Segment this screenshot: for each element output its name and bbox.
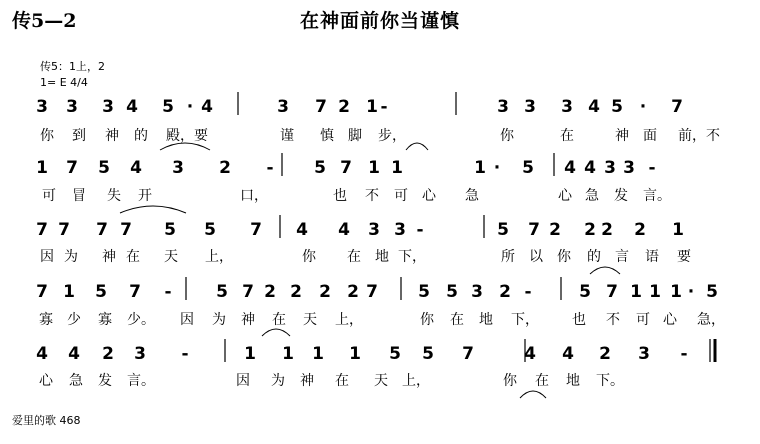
lyric-syllable: 神 <box>615 128 629 144</box>
note: 2 <box>264 282 276 302</box>
note: 1 <box>672 220 684 240</box>
lyric-syllable: 少。 <box>127 312 155 328</box>
note: · <box>687 282 695 302</box>
lyric-syllable: 你 <box>500 128 514 144</box>
lyric-syllable: 脚 <box>348 128 362 144</box>
lyric-syllable: 可 <box>636 312 650 328</box>
lyric-syllable: 神 <box>102 249 116 265</box>
note: 5 <box>204 220 216 240</box>
lyric-syllable: 寡 <box>98 312 112 328</box>
note: 1 <box>474 158 486 178</box>
note: 2 <box>219 158 231 178</box>
note: 1 <box>244 344 256 364</box>
note: 2 <box>584 220 596 240</box>
lyric-syllable: 因 <box>236 373 250 389</box>
note: 5 <box>314 158 326 178</box>
lyric-syllable: 前，不 <box>678 128 720 144</box>
note: 5 <box>422 344 434 364</box>
note: 3 <box>561 97 573 117</box>
lyric-syllable: 发 <box>98 373 112 389</box>
note: 4 <box>126 97 138 117</box>
note: - <box>648 158 656 178</box>
note: 5 <box>162 97 174 117</box>
lyric-syllable: 下。 <box>596 373 624 389</box>
slur-arc <box>262 329 290 336</box>
hymn-id: 传5—2 <box>12 10 77 32</box>
lyric-syllable: 为 <box>212 312 226 328</box>
lyric-syllable: 在 <box>347 249 361 265</box>
lyric-syllable: 步， <box>378 128 406 144</box>
note: 3 <box>36 97 48 117</box>
note: · <box>186 97 194 117</box>
note: 4 <box>562 344 574 364</box>
lyric-syllable: 心 <box>558 188 572 204</box>
lyric-syllable: 在 <box>272 312 286 328</box>
note: 1 <box>391 158 403 178</box>
note: 5 <box>497 220 509 240</box>
lyric-syllable: 可 <box>394 188 408 204</box>
note: 2 <box>319 282 331 302</box>
note: 4 <box>584 158 596 178</box>
lyric-syllable: 天 <box>303 312 317 328</box>
lyric-syllable: 心 <box>422 188 436 204</box>
lyric-syllable: 面 <box>643 128 657 144</box>
note: - <box>266 158 274 178</box>
note: 7 <box>96 220 108 240</box>
note: - <box>164 282 172 302</box>
slur-arc <box>160 143 210 150</box>
note: · <box>639 97 647 117</box>
note: - <box>524 282 532 302</box>
note: 7 <box>242 282 254 302</box>
note: 2 <box>634 220 646 240</box>
note: 1 <box>670 282 682 302</box>
note: 4 <box>201 97 213 117</box>
lyric-syllable: 口， <box>240 188 268 204</box>
note: 2 <box>599 344 611 364</box>
lyric-syllable: 以 <box>529 249 543 265</box>
lyric-syllable: 天 <box>164 249 178 265</box>
lyric-syllable: 你 <box>503 373 517 389</box>
lyric-syllable: 上， <box>205 249 233 265</box>
lyric-syllable: 冒 <box>72 188 86 204</box>
lyric-syllable: 言。 <box>127 373 155 389</box>
note: 1 <box>366 97 378 117</box>
note: 2 <box>102 344 114 364</box>
lyric-syllable: 神 <box>300 373 314 389</box>
lyric-syllable: 在 <box>450 312 464 328</box>
lyric-syllable: 急 <box>69 373 83 389</box>
note: 1 <box>36 158 48 178</box>
note: 4 <box>130 158 142 178</box>
note: 7 <box>671 97 683 117</box>
lyric-syllable: 失 <box>107 188 121 204</box>
lyric-syllable: 地 <box>566 373 580 389</box>
slur-arc <box>406 143 428 150</box>
note: 7 <box>606 282 618 302</box>
lyric-syllable: 也 <box>333 188 347 204</box>
note: 5 <box>706 282 718 302</box>
lyric-syllable: 也 <box>572 312 586 328</box>
lyric-syllable: 在 <box>126 249 140 265</box>
note: 5 <box>95 282 107 302</box>
note: 4 <box>524 344 536 364</box>
scripture-reference: 传5：1上，2 <box>40 60 105 73</box>
note: 4 <box>588 97 600 117</box>
note: 3 <box>604 158 616 178</box>
note: 3 <box>102 97 114 117</box>
key-signature: 1= E 4/4 <box>40 76 88 89</box>
note: 3 <box>134 344 146 364</box>
source-footer: 爱里的歌 468 <box>12 414 81 427</box>
lyric-syllable: 寡 <box>39 312 53 328</box>
slur-arc <box>590 267 620 274</box>
lyric-syllable: 在 <box>535 373 549 389</box>
note: 4 <box>564 158 576 178</box>
slur-arc <box>120 206 186 213</box>
note: 7 <box>58 220 70 240</box>
lyric-syllable: 可 <box>42 188 56 204</box>
note: - <box>416 220 424 240</box>
note: 2 <box>601 220 613 240</box>
lyric-syllable: 发 <box>614 188 628 204</box>
lyric-syllable: 地 <box>375 249 389 265</box>
song-title: 在神面前你当谨慎 <box>300 10 461 32</box>
note: 1 <box>282 344 294 364</box>
note: 7 <box>120 220 132 240</box>
lyric-syllable: 少 <box>67 312 81 328</box>
note: 4 <box>338 220 350 240</box>
note: 7 <box>462 344 474 364</box>
note: 3 <box>277 97 289 117</box>
note: 3 <box>623 158 635 178</box>
lyric-syllable: 谨 <box>280 128 294 144</box>
lyric-syllable: 急 <box>465 188 479 204</box>
note: 2 <box>290 282 302 302</box>
lyric-syllable: 不 <box>365 188 379 204</box>
lyric-syllable: 急 <box>585 188 599 204</box>
lyric-syllable: 在 <box>560 128 574 144</box>
lyric-syllable: 的 <box>134 128 148 144</box>
note: 5 <box>522 158 534 178</box>
note: 5 <box>611 97 623 117</box>
lyric-syllable: 为 <box>271 373 285 389</box>
lyric-syllable: 心 <box>39 373 53 389</box>
lyric-syllable: 因 <box>40 249 54 265</box>
note: 7 <box>66 158 78 178</box>
note: 1 <box>630 282 642 302</box>
note: - <box>680 344 688 364</box>
lyric-syllable: 因 <box>180 312 194 328</box>
note: 3 <box>66 97 78 117</box>
note: 3 <box>172 158 184 178</box>
note: - <box>380 97 388 117</box>
lyric-syllable: 开 <box>138 188 152 204</box>
lyric-syllable: 地 <box>479 312 493 328</box>
lyric-syllable: 到 <box>72 128 86 144</box>
note: 3 <box>394 220 406 240</box>
lyric-syllable: 上， <box>335 312 363 328</box>
note: 5 <box>164 220 176 240</box>
lyric-syllable: 下， <box>398 249 426 265</box>
lyric-syllable: 天 <box>374 373 388 389</box>
lyric-syllable: 言。 <box>643 188 671 204</box>
lyric-syllable: 你 <box>40 128 54 144</box>
lyric-syllable: 的 <box>587 249 601 265</box>
note: 2 <box>338 97 350 117</box>
note: 3 <box>524 97 536 117</box>
lyric-syllable: 殿，要 <box>166 128 208 144</box>
lyric-syllable: 所 <box>501 249 515 265</box>
note: 1 <box>649 282 661 302</box>
note: 7 <box>340 158 352 178</box>
lyric-syllable: 在 <box>335 373 349 389</box>
lyric-syllable: 不 <box>606 312 620 328</box>
lyric-syllable: 上， <box>402 373 430 389</box>
lyric-syllable: 神 <box>241 312 255 328</box>
lyric-syllable: 下， <box>511 312 539 328</box>
note: - <box>181 344 189 364</box>
lyric-syllable: 为 <box>64 249 78 265</box>
note: 7 <box>250 220 262 240</box>
note: 1 <box>312 344 324 364</box>
lyric-syllable: 你 <box>302 249 316 265</box>
note: 1 <box>63 282 75 302</box>
note: 7 <box>36 220 48 240</box>
note: 4 <box>296 220 308 240</box>
note: 2 <box>347 282 359 302</box>
note: 3 <box>497 97 509 117</box>
lyric-syllable: 慎 <box>320 128 334 144</box>
note: 7 <box>315 97 327 117</box>
note: 5 <box>216 282 228 302</box>
note: 4 <box>68 344 80 364</box>
note: 5 <box>98 158 110 178</box>
lyric-syllable: 言 <box>615 249 629 265</box>
note: 5 <box>389 344 401 364</box>
slur-arc <box>520 391 546 398</box>
note: 3 <box>638 344 650 364</box>
note: 7 <box>36 282 48 302</box>
lyric-syllable: 急， <box>697 312 725 328</box>
note: 3 <box>471 282 483 302</box>
note: 5 <box>579 282 591 302</box>
note: 3 <box>368 220 380 240</box>
note: 1 <box>349 344 361 364</box>
note: 5 <box>446 282 458 302</box>
lyric-syllable: 神 <box>105 128 119 144</box>
note: 7 <box>129 282 141 302</box>
lyric-syllable: 要 <box>677 249 691 265</box>
note: 1 <box>368 158 380 178</box>
note: 5 <box>418 282 430 302</box>
lyric-syllable: 心 <box>663 312 677 328</box>
note: 4 <box>36 344 48 364</box>
lyric-syllable: 语 <box>645 249 659 265</box>
note: · <box>493 158 501 178</box>
note: 7 <box>366 282 378 302</box>
note: 2 <box>499 282 511 302</box>
lyric-syllable: 你 <box>420 312 434 328</box>
note: 7 <box>528 220 540 240</box>
lyric-syllable: 你 <box>557 249 571 265</box>
note: 2 <box>549 220 561 240</box>
